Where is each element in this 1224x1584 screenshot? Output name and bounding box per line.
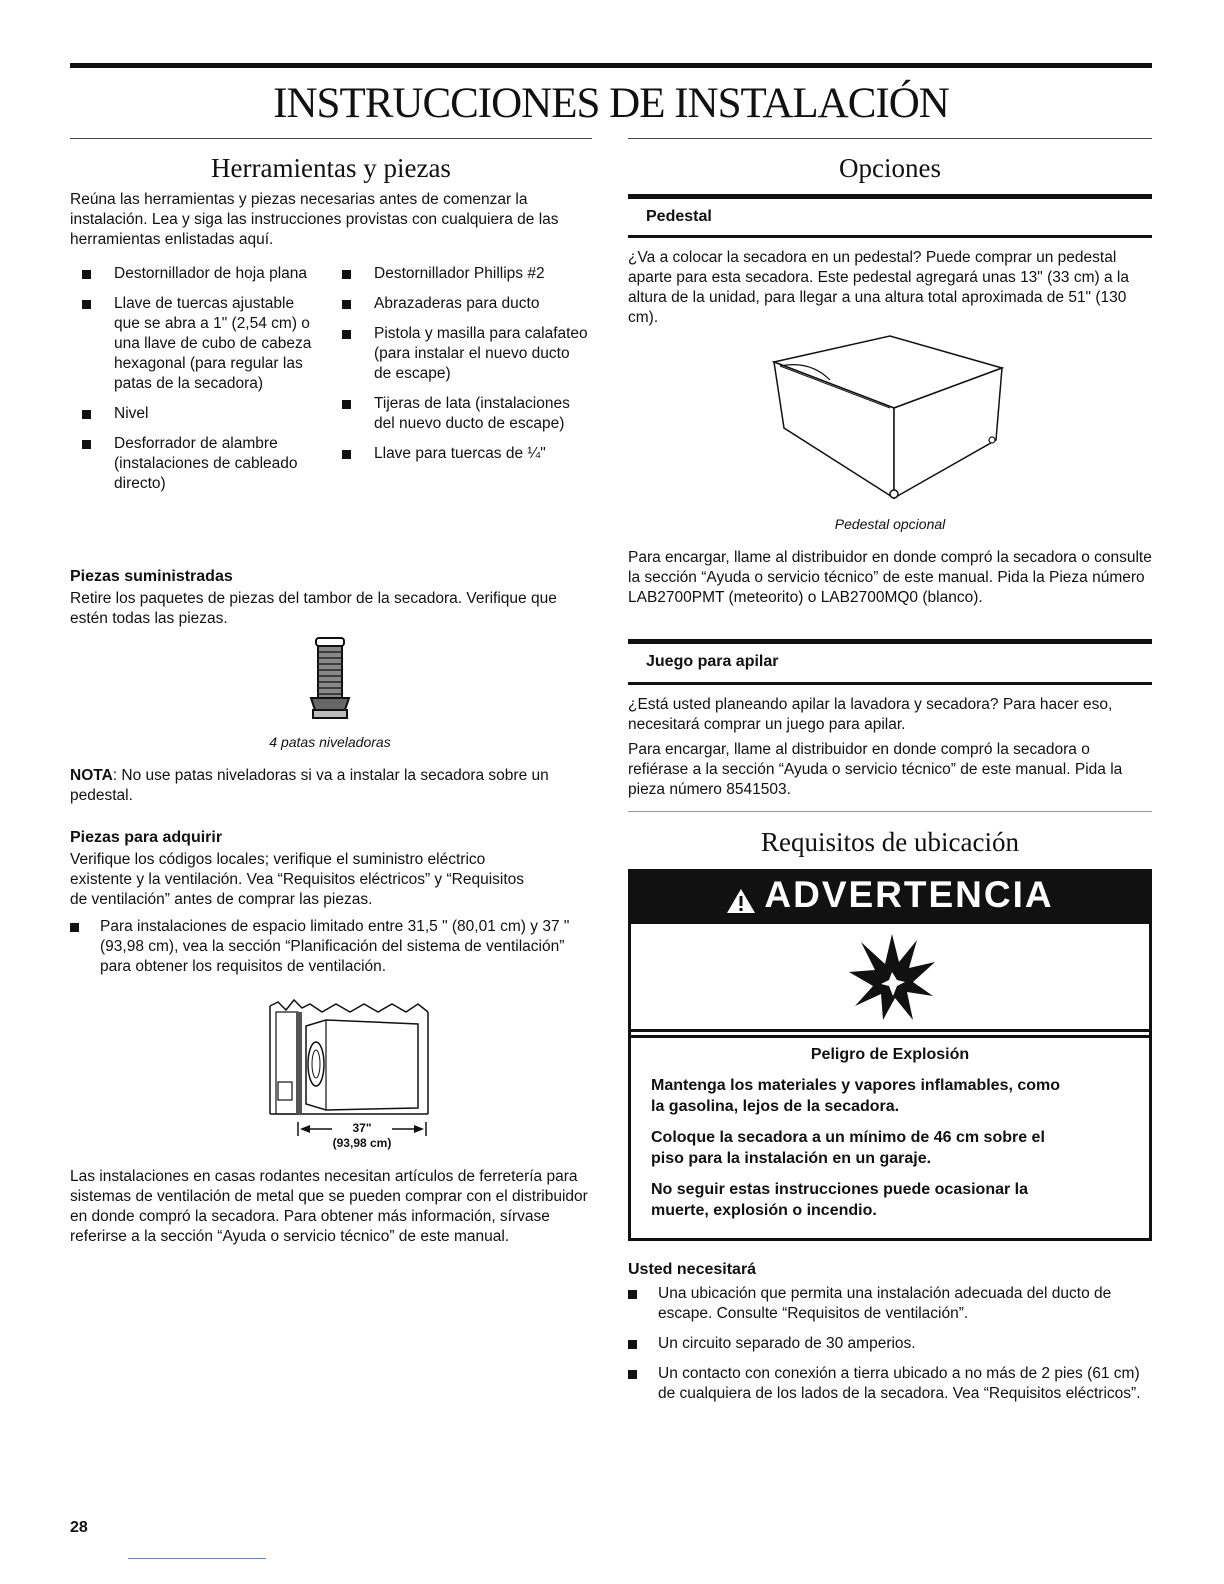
pedestal-label: Pedestal <box>628 194 1152 238</box>
list-item: Un contacto con conexión a tierra ubicado a no más de 2 pies (61 cm) de cualquiera de los lados de la secadora. Vea “Requisitos eléctricos”. <box>616 1364 1152 1404</box>
stack-kit-label: Juego para apilar <box>628 639 1152 685</box>
warning-box <box>628 869 1152 1241</box>
list-item: Llave de tuercas ajustable que se abra a 1" (2,54 cm) o una llave de cubo de cabeza hexagonal (para regular las patas de la secadora) <box>82 294 322 394</box>
location-heading: Requisitos de ubicación <box>761 827 1019 857</box>
options-heading: Opciones <box>839 153 941 183</box>
note-text: : No use patas niveladoras si va a instalar la secadora sobre un pedestal. <box>70 767 549 804</box>
mobile-home-text: Las instalaciones en casas rodantes necesitan artículos de ferretería para sistemas de ventilación de metal que se pueden comprar con el distribuidor en donde compró la secadora. Para obtener más información, sírvase referirse a la sección “Ayuda o servicio técnico” de este manual. <box>70 1168 588 1245</box>
tools-list-right <box>342 264 590 474</box>
list-item: Destornillador Phillips #2 <box>342 264 590 284</box>
parts-supplied-note <box>70 766 570 806</box>
list-item: Tijeras de lata (instalaciones del nuevo ducto de escape) <box>342 394 590 434</box>
warning-title: ADVERTENCIA <box>764 874 1054 915</box>
parts-supplied-heading: Piezas suministradas <box>70 568 233 585</box>
you-need-list <box>616 1284 1152 1404</box>
list-item: Un circuito separado de 30 amperios. <box>616 1334 1152 1354</box>
dimension-cm: (93,98 cm) <box>332 1136 392 1150</box>
top-rule <box>70 63 1152 68</box>
pedestal-order-text: Para encargar, llame al distribuidor en donde compró la secadora o consulte la sección “Ayuda o servicio técnico” de este manual. Pida la Pieza número LAB2700PMT (meteorito) o LAB2700MQ0 (blanco). <box>628 549 1152 606</box>
stack-kit-text: ¿Está usted planeando apilar la lavadora y secadora? Para hacer eso, necesitará comprar un juego para apilar. <box>628 696 1113 733</box>
tools-intro: Reúna las herramientas y piezas necesarias antes de comenzar la instalación. Lea y siga las instrucciones provistas con cualquiera de las herramientas enlistadas aquí. <box>70 191 559 248</box>
warning-hazard: Peligro de Explosión <box>810 1046 970 1063</box>
stack-kit-order-text: Para encargar, llame al distribuidor en donde compró la secadora o refiérase a la sección “Ayuda o servicio técnico” de este manual. Pida la pieza número 8541503. <box>628 741 1123 798</box>
options-bottom-rule <box>628 811 1152 812</box>
pedestal-caption: Pedestal opcional <box>834 516 946 532</box>
list-item: Desforrador de alambre (instalaciones de cableado directo) <box>82 434 322 494</box>
pedestal-text: ¿Va a colocar la secadora en un pedestal? Puede comprar un pedestal aparte para esta secadora. Este pedestal agregará unas 13" (33 cm) a la altura de la unidad, para llegar a una altura total aproximada de 51" (130 cm). <box>628 249 1129 326</box>
warning-line: Coloque la secadora a un mínimo de 46 cm sobre el piso para la instalación en un garaje. <box>651 1129 1045 1167</box>
right-section-rule <box>628 138 1152 139</box>
list-item: Llave para tuercas de ¼" <box>342 444 590 464</box>
explosion-icon <box>847 932 937 1022</box>
warning-symbol-panel <box>631 921 1149 1032</box>
parts-supplied-text: Retire los paquetes de piezas del tambor de la secadora. Verifique que estén todas las piezas. <box>70 590 557 627</box>
tools-heading: Herramientas y piezas <box>211 153 451 183</box>
you-need-heading: Usted necesitará <box>628 1261 757 1278</box>
left-section-rule <box>70 138 592 139</box>
list-item: Pistola y masilla para calafateo (para instalar el nuevo ducto de escape) <box>342 324 590 384</box>
warning-line: No seguir estas instrucciones puede ocasionar la muerte, explosión o incendio. <box>651 1181 1029 1219</box>
limited-space-diagram-icon <box>266 996 434 1116</box>
note-label: NOTA <box>70 767 113 784</box>
list-item: Una ubicación que permita una instalación adecuada del ducto de escape. Consulte “Requisitos de ventilación”. <box>616 1284 1152 1324</box>
parts-to-buy-text: Verifique los códigos locales; verifique el suministro eléctrico existente y la ventilación. Vea “Requisitos eléctricos” y “Requisitos de ventilación” antes de comprar las piezas. <box>70 851 525 908</box>
pedestal-illustration-icon <box>770 332 1010 508</box>
limited-space-bullet: Para instalaciones de espacio limitado entre 31,5 " (80,01 cm) y 37 " (93,98 cm), vea la sección “Planificación del sistema de ventilación” para obtener los requisitos de ventilación. <box>70 917 592 977</box>
leveling-leg-icon <box>305 636 355 722</box>
list-item: Abrazaderas para ducto <box>342 294 590 314</box>
leveling-legs-caption: 4 patas niveladoras <box>269 734 391 750</box>
list-item: Nivel <box>82 404 322 424</box>
warning-triangle-icon <box>726 880 756 926</box>
warning-header <box>631 872 1149 921</box>
dimension-inches: 37" <box>352 1121 372 1135</box>
tools-list-left <box>82 264 322 504</box>
warning-line: Mantenga los materiales y vapores inflamables, como la gasolina, lejos de la secadora. <box>651 1077 1061 1115</box>
footer-link-rule <box>128 1558 266 1559</box>
list-item: Destornillador de hoja plana <box>82 264 322 284</box>
page-number: 28 <box>70 1519 88 1536</box>
page-title: INSTRUCCIONES DE INSTALACIÓN <box>273 80 949 127</box>
parts-to-buy-heading: Piezas para adquirir <box>70 829 223 846</box>
